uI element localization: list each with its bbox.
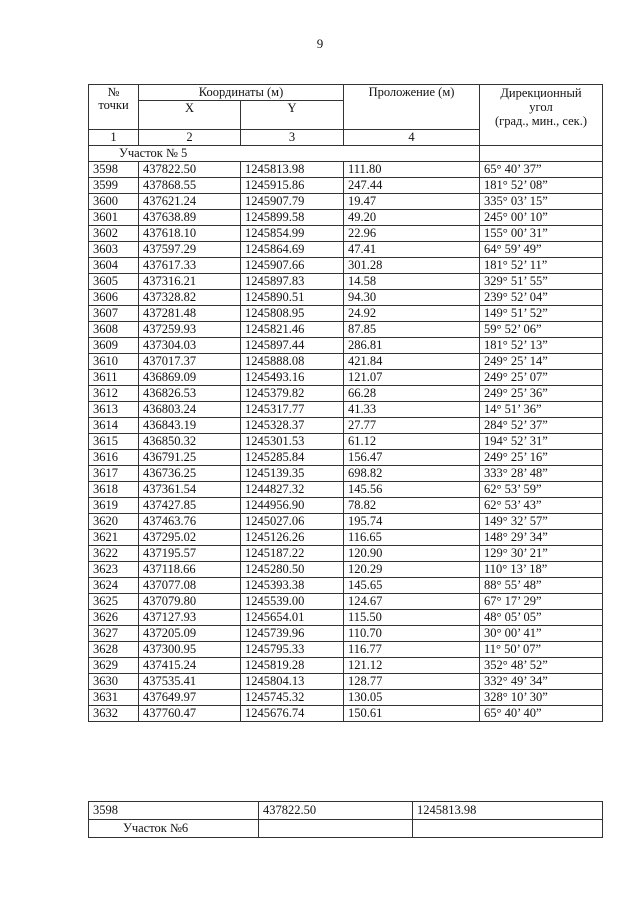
direction-angle: 110° 13’ 18” [480, 562, 603, 578]
header-coordinates: Координаты (м) [139, 85, 344, 101]
point-number: 3624 [89, 578, 139, 594]
direction-angle: 249° 25’ 07” [480, 370, 603, 386]
y-coordinate: 1245897.83 [241, 274, 344, 290]
x-coordinate: 437597.29 [139, 242, 241, 258]
x-coordinate: 437259.93 [139, 322, 241, 338]
header-y: Y [241, 101, 344, 130]
x-coordinate: 437649.97 [139, 690, 241, 706]
direction-angle: 335° 03’ 15” [480, 194, 603, 210]
length: 61.12 [344, 434, 480, 450]
length: 111.80 [344, 162, 480, 178]
length: 247.44 [344, 178, 480, 194]
x-coordinate: 437618.10 [139, 226, 241, 242]
point-number: 3614 [89, 418, 139, 434]
table-row [89, 258, 603, 274]
closing-y: 1245813.98 [413, 802, 603, 820]
length: 24.92 [344, 306, 480, 322]
point-number: 3621 [89, 530, 139, 546]
table-row [89, 594, 603, 610]
x-coordinate: 437079.80 [139, 594, 241, 610]
y-coordinate: 1245676.74 [241, 706, 344, 722]
table-row [89, 514, 603, 530]
length: 47.41 [344, 242, 480, 258]
y-coordinate: 1245813.98 [241, 162, 344, 178]
point-number: 3598 [89, 162, 139, 178]
y-coordinate: 1245915.86 [241, 178, 344, 194]
table-row [89, 418, 603, 434]
length: 121.12 [344, 658, 480, 674]
table-row [89, 178, 603, 194]
x-coordinate: 437427.85 [139, 498, 241, 514]
length: 145.65 [344, 578, 480, 594]
table-row [89, 402, 603, 418]
point-number: 3629 [89, 658, 139, 674]
length: 66.28 [344, 386, 480, 402]
empty-cell [413, 820, 603, 838]
point-number: 3608 [89, 322, 139, 338]
length: 94.30 [344, 290, 480, 306]
table-row [89, 674, 603, 690]
direction-angle: 332° 49’ 34” [480, 674, 603, 690]
table-row [89, 210, 603, 226]
direction-angle: 181° 52’ 13” [480, 338, 603, 354]
length: 116.77 [344, 642, 480, 658]
direction-angle: 88° 55’ 48” [480, 578, 603, 594]
point-number: 3620 [89, 514, 139, 530]
direction-angle: 284° 52’ 37” [480, 418, 603, 434]
length: 120.29 [344, 562, 480, 578]
header-length: Проложение (м) [344, 85, 480, 130]
y-coordinate: 1245654.01 [241, 610, 344, 626]
point-number: 3605 [89, 274, 139, 290]
direction-angle: 181° 52’ 11” [480, 258, 603, 274]
x-coordinate: 437621.24 [139, 194, 241, 210]
point-number: 3611 [89, 370, 139, 386]
y-coordinate: 1244956.90 [241, 498, 344, 514]
length: 195.74 [344, 514, 480, 530]
y-coordinate: 1245864.69 [241, 242, 344, 258]
x-coordinate: 436843.19 [139, 418, 241, 434]
y-coordinate: 1245795.33 [241, 642, 344, 658]
direction-angle: 181° 52’ 08” [480, 178, 603, 194]
header-x: X [139, 101, 241, 130]
direction-angle: 245° 00’ 10” [480, 210, 603, 226]
point-number: 3604 [89, 258, 139, 274]
x-coordinate: 437295.02 [139, 530, 241, 546]
x-coordinate: 437304.03 [139, 338, 241, 354]
point-number: 3626 [89, 610, 139, 626]
length: 110.70 [344, 626, 480, 642]
point-number: 3599 [89, 178, 139, 194]
x-coordinate: 437535.41 [139, 674, 241, 690]
direction-angle: 11° 50’ 07” [480, 642, 603, 658]
table-row [89, 354, 603, 370]
length: 87.85 [344, 322, 480, 338]
length: 14.58 [344, 274, 480, 290]
length: 19.47 [344, 194, 480, 210]
length: 421.84 [344, 354, 480, 370]
length: 121.07 [344, 370, 480, 386]
table-row [89, 578, 603, 594]
point-number: 3619 [89, 498, 139, 514]
point-number: 3617 [89, 466, 139, 482]
length: 130.05 [344, 690, 480, 706]
point-number: 3631 [89, 690, 139, 706]
table-row [89, 370, 603, 386]
point-number: 3615 [89, 434, 139, 450]
length: 145.56 [344, 482, 480, 498]
x-coordinate: 436850.32 [139, 434, 241, 450]
col-num-4: 4 [344, 130, 480, 146]
length: 128.77 [344, 674, 480, 690]
table-row [89, 562, 603, 578]
point-number: 3618 [89, 482, 139, 498]
x-coordinate: 437017.37 [139, 354, 241, 370]
point-number: 3601 [89, 210, 139, 226]
direction-angle: 14° 51’ 36” [480, 402, 603, 418]
table-row [89, 306, 603, 322]
y-coordinate: 1245907.79 [241, 194, 344, 210]
y-coordinate: 1245280.50 [241, 562, 344, 578]
table-row [89, 482, 603, 498]
length: 115.50 [344, 610, 480, 626]
point-number: 3627 [89, 626, 139, 642]
x-coordinate: 437617.33 [139, 258, 241, 274]
direction-angle: 67° 17’ 29” [480, 594, 603, 610]
y-coordinate: 1245745.32 [241, 690, 344, 706]
point-number: 3623 [89, 562, 139, 578]
direction-angle: 64° 59’ 49” [480, 242, 603, 258]
direction-angle: 329° 51’ 55” [480, 274, 603, 290]
direction-angle: 249° 25’ 16” [480, 450, 603, 466]
y-coordinate: 1245739.96 [241, 626, 344, 642]
col-num-3: 3 [241, 130, 344, 146]
x-coordinate: 436791.25 [139, 450, 241, 466]
table-row [89, 242, 603, 258]
y-coordinate: 1245897.44 [241, 338, 344, 354]
table-row [89, 226, 603, 242]
table-row [89, 194, 603, 210]
closing-x: 437822.50 [259, 802, 413, 820]
direction-angle: 352° 48’ 52” [480, 658, 603, 674]
length: 22.96 [344, 226, 480, 242]
x-coordinate: 437281.48 [139, 306, 241, 322]
y-coordinate: 1245854.99 [241, 226, 344, 242]
y-coordinate: 1245907.66 [241, 258, 344, 274]
header-point-number: № точки [89, 85, 139, 130]
x-coordinate: 437127.93 [139, 610, 241, 626]
x-coordinate: 437195.57 [139, 546, 241, 562]
direction-angle: 249° 25’ 36” [480, 386, 603, 402]
length: 49.20 [344, 210, 480, 226]
y-coordinate: 1245027.06 [241, 514, 344, 530]
x-coordinate: 437077.08 [139, 578, 241, 594]
y-coordinate: 1245819.28 [241, 658, 344, 674]
y-coordinate: 1245821.46 [241, 322, 344, 338]
y-coordinate: 1245899.58 [241, 210, 344, 226]
table-row [89, 466, 603, 482]
direction-angle: 149° 51’ 52” [480, 306, 603, 322]
length: 41.33 [344, 402, 480, 418]
table-row [89, 322, 603, 338]
table-row [89, 386, 603, 402]
direction-angle: 59° 52’ 06” [480, 322, 603, 338]
table-row [89, 530, 603, 546]
y-coordinate: 1245393.38 [241, 578, 344, 594]
table-row [89, 658, 603, 674]
closing-table [88, 801, 603, 838]
length: 78.82 [344, 498, 480, 514]
x-coordinate: 437868.55 [139, 178, 241, 194]
point-number: 3612 [89, 386, 139, 402]
x-coordinate: 436869.09 [139, 370, 241, 386]
x-coordinate: 437822.50 [139, 162, 241, 178]
x-coordinate: 436826.53 [139, 386, 241, 402]
section-title-2: Участок №6 [89, 820, 259, 838]
point-number: 3600 [89, 194, 139, 210]
table-row [89, 610, 603, 626]
point-number: 3616 [89, 450, 139, 466]
y-coordinate: 1245317.77 [241, 402, 344, 418]
point-number: 3628 [89, 642, 139, 658]
direction-angle: 65° 40’ 37” [480, 162, 603, 178]
x-coordinate: 437118.66 [139, 562, 241, 578]
x-coordinate: 437300.95 [139, 642, 241, 658]
point-number: 3613 [89, 402, 139, 418]
table-row [89, 706, 603, 722]
direction-angle: 149° 32’ 57” [480, 514, 603, 530]
point-number: 3603 [89, 242, 139, 258]
length: 698.82 [344, 466, 480, 482]
y-coordinate: 1245301.53 [241, 434, 344, 450]
y-coordinate: 1245890.51 [241, 290, 344, 306]
x-coordinate: 437205.09 [139, 626, 241, 642]
empty-cell [480, 146, 603, 162]
table-row [89, 690, 603, 706]
direction-angle: 62° 53’ 43” [480, 498, 603, 514]
x-coordinate: 437361.54 [139, 482, 241, 498]
page-number: 9 [316, 36, 324, 51]
y-coordinate: 1245285.84 [241, 450, 344, 466]
direction-angle: 62° 53’ 59” [480, 482, 603, 498]
x-coordinate: 437463.76 [139, 514, 241, 530]
direction-angle: 48° 05’ 05” [480, 610, 603, 626]
y-coordinate: 1245328.37 [241, 418, 344, 434]
point-number: 3609 [89, 338, 139, 354]
table-row [89, 290, 603, 306]
coordinates-table [88, 84, 603, 722]
length: 301.28 [344, 258, 480, 274]
length: 150.61 [344, 706, 480, 722]
y-coordinate: 1245379.82 [241, 386, 344, 402]
point-number: 3607 [89, 306, 139, 322]
y-coordinate: 1245804.13 [241, 674, 344, 690]
y-coordinate: 1244827.32 [241, 482, 344, 498]
empty-cell [259, 820, 413, 838]
y-coordinate: 1245187.22 [241, 546, 344, 562]
direction-angle: 129° 30’ 21” [480, 546, 603, 562]
point-number: 3632 [89, 706, 139, 722]
length: 120.90 [344, 546, 480, 562]
point-number: 3630 [89, 674, 139, 690]
x-coordinate: 437316.21 [139, 274, 241, 290]
length: 156.47 [344, 450, 480, 466]
point-number: 3622 [89, 546, 139, 562]
y-coordinate: 1245808.95 [241, 306, 344, 322]
direction-angle: 249° 25’ 14” [480, 354, 603, 370]
direction-angle: 30° 00’ 41” [480, 626, 603, 642]
length: 116.65 [344, 530, 480, 546]
point-number: 3625 [89, 594, 139, 610]
y-coordinate: 1245493.16 [241, 370, 344, 386]
x-coordinate: 437328.82 [139, 290, 241, 306]
closing-point: 3598 [89, 802, 259, 820]
direction-angle: 148° 29’ 34” [480, 530, 603, 546]
y-coordinate: 1245888.08 [241, 354, 344, 370]
direction-angle: 239° 52’ 04” [480, 290, 603, 306]
header-angle: Дирекционный угол (град., мин., сек.) [480, 85, 603, 146]
table-row [89, 434, 603, 450]
length: 124.67 [344, 594, 480, 610]
direction-angle: 194° 52’ 31” [480, 434, 603, 450]
table-row [89, 450, 603, 466]
table-row [89, 274, 603, 290]
y-coordinate: 1245539.00 [241, 594, 344, 610]
table-row [89, 626, 603, 642]
direction-angle: 328° 10’ 30” [480, 690, 603, 706]
length: 286.81 [344, 338, 480, 354]
y-coordinate: 1245139.35 [241, 466, 344, 482]
table-row [89, 642, 603, 658]
length: 27.77 [344, 418, 480, 434]
x-coordinate: 437415.24 [139, 658, 241, 674]
point-number: 3602 [89, 226, 139, 242]
y-coordinate: 1245126.26 [241, 530, 344, 546]
table-row [89, 162, 603, 178]
table-row [89, 498, 603, 514]
x-coordinate: 436803.24 [139, 402, 241, 418]
direction-angle: 65° 40’ 40” [480, 706, 603, 722]
col-num-2: 2 [139, 130, 241, 146]
x-coordinate: 437638.89 [139, 210, 241, 226]
table-row [89, 546, 603, 562]
direction-angle: 155° 00’ 31” [480, 226, 603, 242]
point-number: 3606 [89, 290, 139, 306]
x-coordinate: 436736.25 [139, 466, 241, 482]
x-coordinate: 437760.47 [139, 706, 241, 722]
section-title: Участок № 5 [89, 146, 480, 162]
point-number: 3610 [89, 354, 139, 370]
table-row [89, 338, 603, 354]
direction-angle: 333° 28’ 48” [480, 466, 603, 482]
col-num-1: 1 [89, 130, 139, 146]
